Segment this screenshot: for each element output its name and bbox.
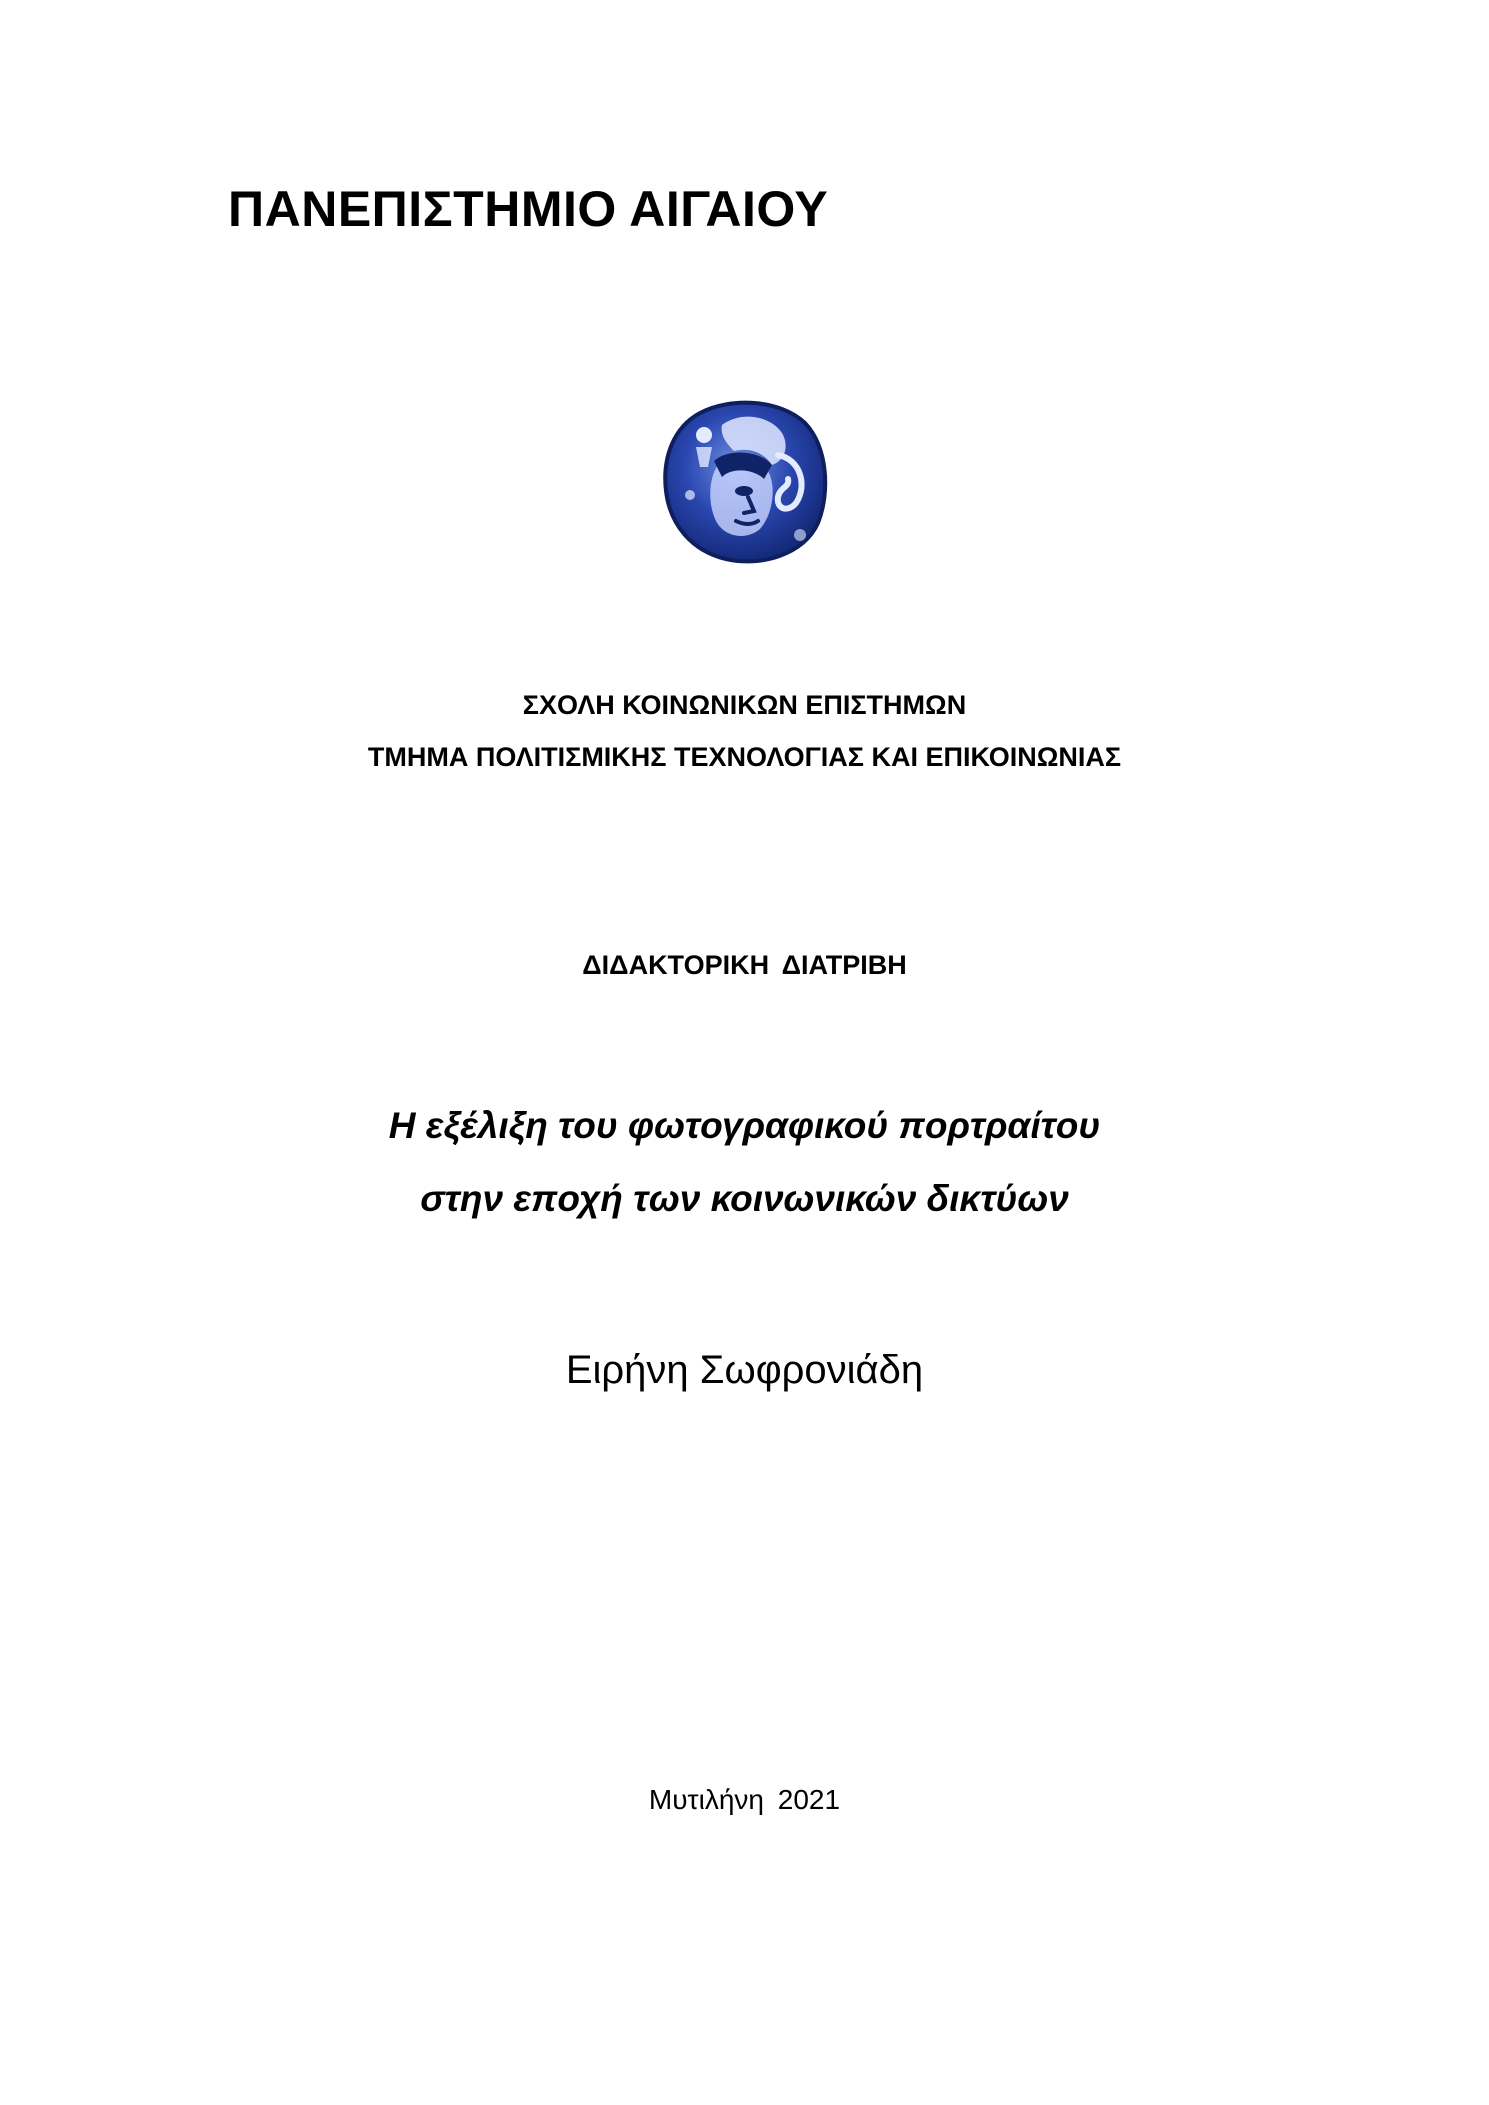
university-name: ΠΑΝΕΠΙΣΤΗΜΙΟ ΑΙΓΑΙΟΥ <box>228 181 829 237</box>
department-name: ΤΜΗΜΑ ΠΟΛΙΤΙΣΜΙΚΗΣ ΤΕΧΝΟΛΟΓΙΑΣ ΚΑΙ ΕΠΙΚΟΙΝΩΝΙΑΣ <box>367 742 1122 772</box>
author-name: Ειρήνη Σωφρονιάδη <box>565 1348 924 1392</box>
school-name: ΣΧΟΛΗ ΚΟΙΝΩΝΙΚΩΝ ΕΠΙΣΤΗΜΩΝ <box>522 690 967 720</box>
thesis-title-line-1: Η εξέλιξη του φωτογραφικού πορτραίτου <box>388 1105 1101 1146</box>
document-type: ΔΙΔΑΚΤΟΡΙΚΗ ΔΙΑΤΡΙΒΗ <box>582 950 907 980</box>
university-seal-icon <box>660 395 830 567</box>
place-and-year: Μυτιλήνη 2021 <box>648 1784 841 1815</box>
thesis-title-line-2: στην εποχή των κοινωνικών δικτύων <box>420 1178 1069 1219</box>
